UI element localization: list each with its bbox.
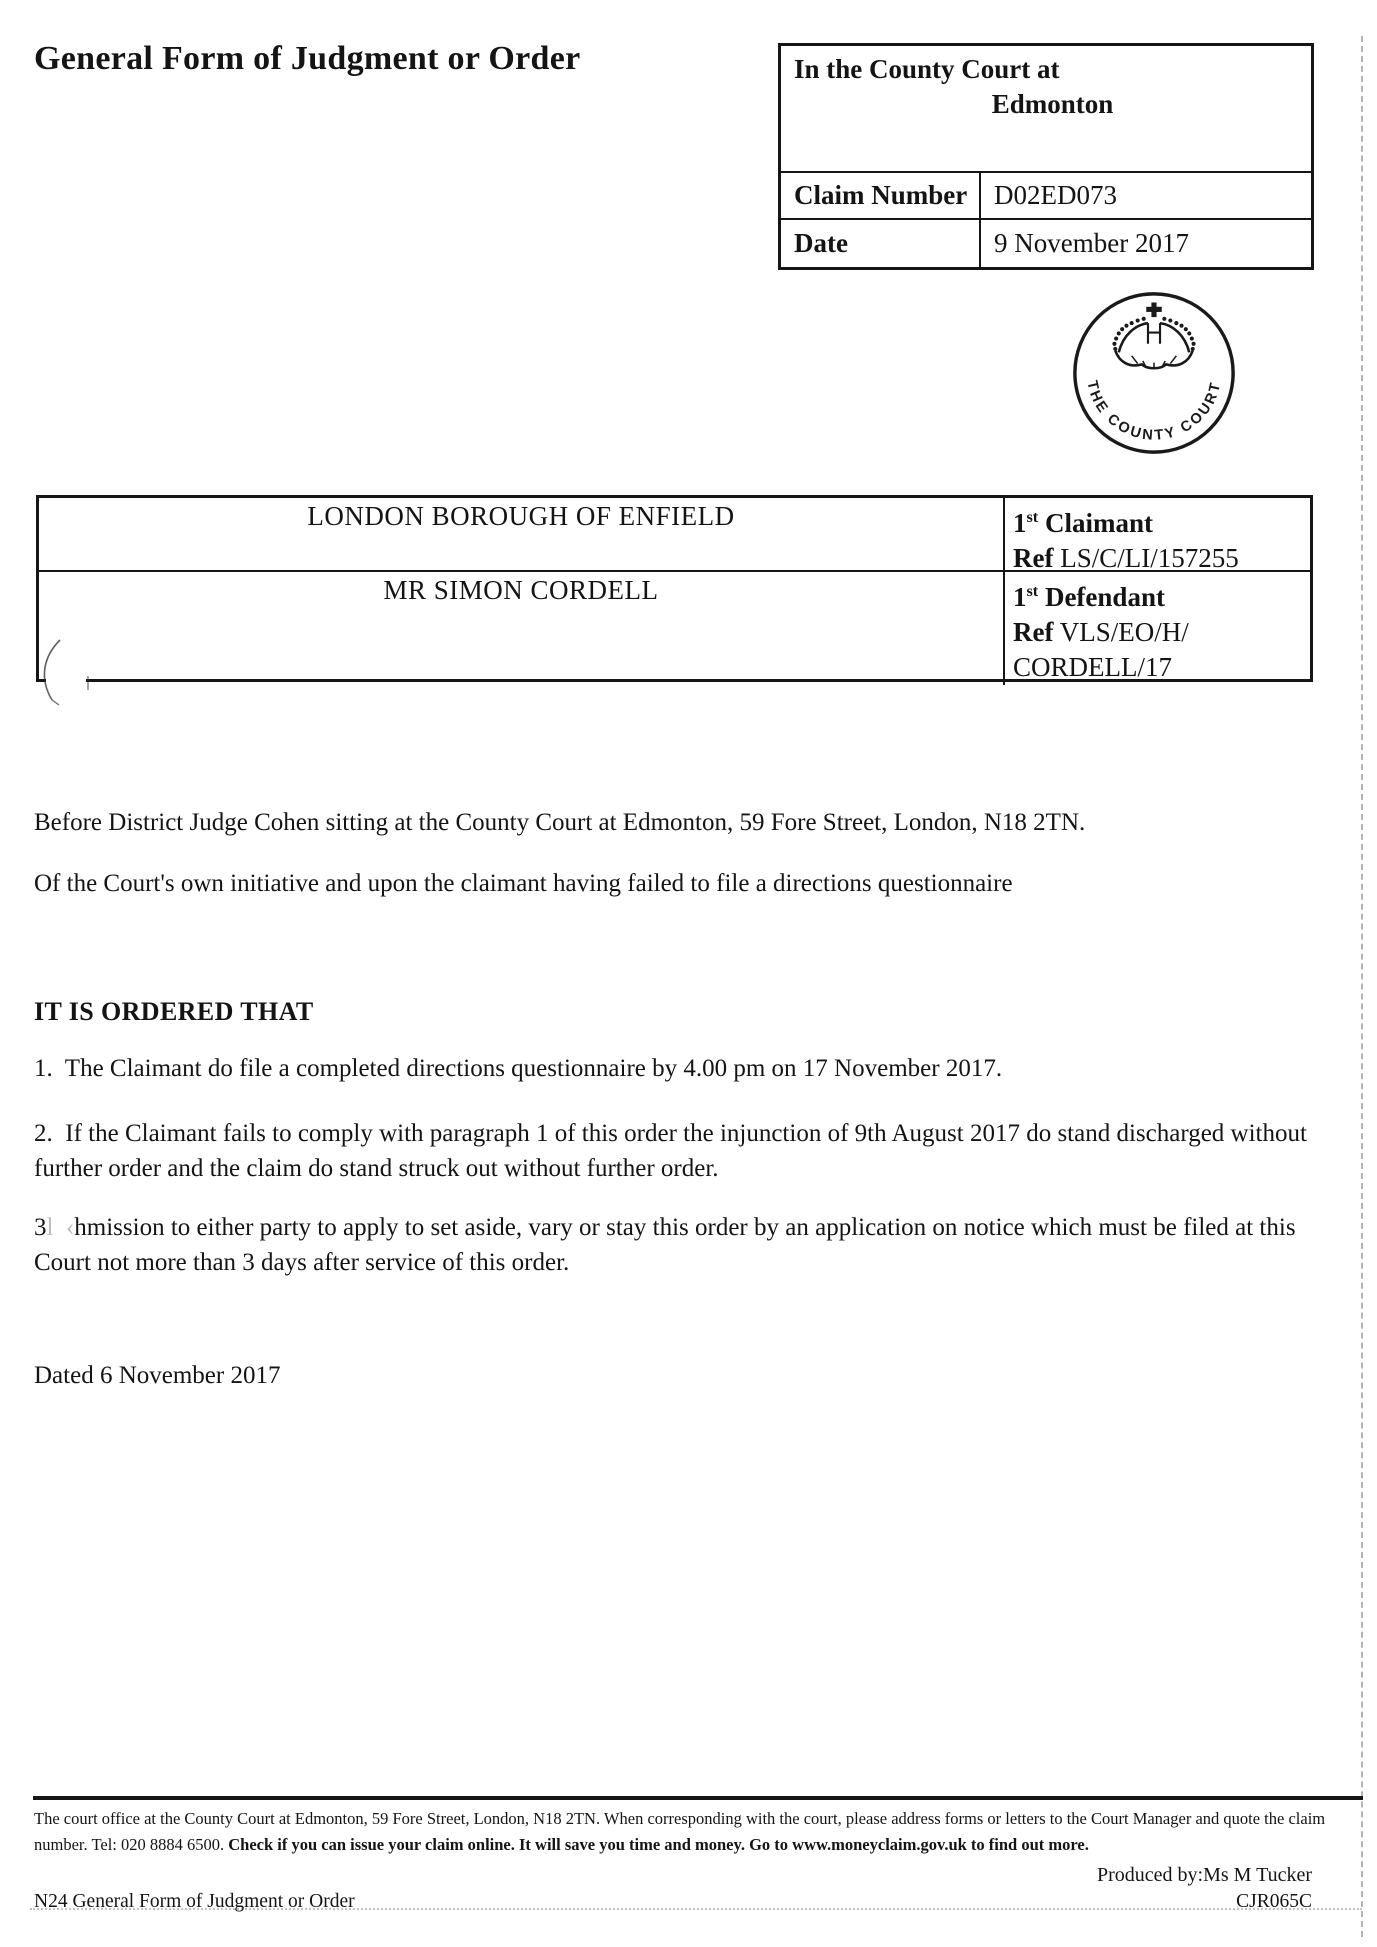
footer-rule [33,1796,1363,1800]
dated-line: Dated 6 November 2017 [34,1362,281,1389]
defendant-ref-value: VLS/EO/H/ [1053,617,1189,647]
order-item-3-text: hmission to either party to apply to set aside, vary or stay this order by an application on notice which must be filed at this Court not more than 3 days after service of this order. [34,1214,1302,1276]
court-office-note [34,1806,1334,1858]
court-office-text: The court office at the County Court at Edmonton, 59 Fore Street, London, N18 2TN. When corresponding with the court, please address forms or letters to the Court Manager and quote the claim number. Tel: 020 8884 6500. [34,1809,1326,1854]
order-item-3-number: 3 [34,1214,47,1241]
produced-by-line: Produced by:Ms M Tucker [1096,1864,1312,1886]
defendant-ref-label: Ref [1013,617,1054,647]
before-judge-line: Before District Judge Cohen sitting at the County Court at Edmonton, 59 Fore Street, London, N18 2TN. [34,809,1086,836]
claimant-role-cell [1005,498,1310,572]
defendant-role-ordinal: st [1026,582,1039,600]
date-label: Date [781,220,981,267]
ordered-heading: IT IS ORDERED THAT [34,997,314,1026]
claimant-role-ordinal: st [1026,508,1039,526]
page-title: General Form of Judgment or Order [34,40,581,77]
court-at-label: In the County Court at [794,54,1060,84]
order-item-3-faded-ink: l ‹ [46,1214,75,1241]
defendant-role [1013,574,1302,615]
court-name-value: Edmonton [991,89,1114,119]
county-court-seal-icon [1068,287,1240,459]
claimant-role-label: Claimant [1038,508,1153,538]
order-item-3 [34,1210,1320,1280]
doc-code: CJR065C [1236,1891,1312,1912]
claim-number-value: D02ED073 [981,173,1311,220]
defendant-ref [1013,615,1302,650]
scan-artifact-dotted-line [30,1908,1362,1910]
court-initiative-line: Of the Court's own initiative and upon the claimant having failed to file a directions questionnaire [34,870,1013,897]
seal-caption: THE COUNTY COURT [1083,379,1225,444]
scan-artifact-vertical-line [1361,36,1363,1937]
claimant-name: LONDON BOROUGH OF ENFIELD [39,498,1005,572]
court-office-text-bold: Check if you can issue your claim online. It will save you time and money. Go to www.moneyclaim.gov.uk to find out more. [228,1835,1089,1854]
court-name-cell [781,46,1311,173]
form-name: N24 General Form of Judgment or Order [34,1891,355,1912]
claim-number-label: Claim Number [781,173,981,220]
defendant-name: MR SIMON CORDELL [39,572,1005,685]
order-item-2: 2. If the Claimant fails to comply with paragraph 1 of this order the injunction of 9th August 2017 do stand discharged without further order and the claim do stand struck out without further order. [34,1120,1314,1182]
party-table [36,495,1313,682]
claimant-role [1013,500,1302,541]
claimant-ref-value: LS/C/LI/157255 [1053,543,1239,573]
defendant-ref-cont: CORDELL/17 [1013,652,1172,682]
defendant-role-label: Defendant [1038,582,1165,612]
defendant-role-cell [1005,572,1310,685]
date-value: 9 November 2017 [994,228,1189,258]
claimant-role-number: 1 [1013,508,1027,538]
defendant-role-number: 1 [1013,582,1027,612]
pen-mark-artifact [28,632,98,712]
court-details-box [778,43,1314,270]
claimant-ref [1013,541,1302,576]
crown-icon [1112,302,1195,369]
order-item-1: 1. The Claimant do file a completed directions questionnaire by 4.00 pm on 17 November 2017. [34,1055,1003,1082]
claimant-ref-label: Ref [1013,543,1054,573]
